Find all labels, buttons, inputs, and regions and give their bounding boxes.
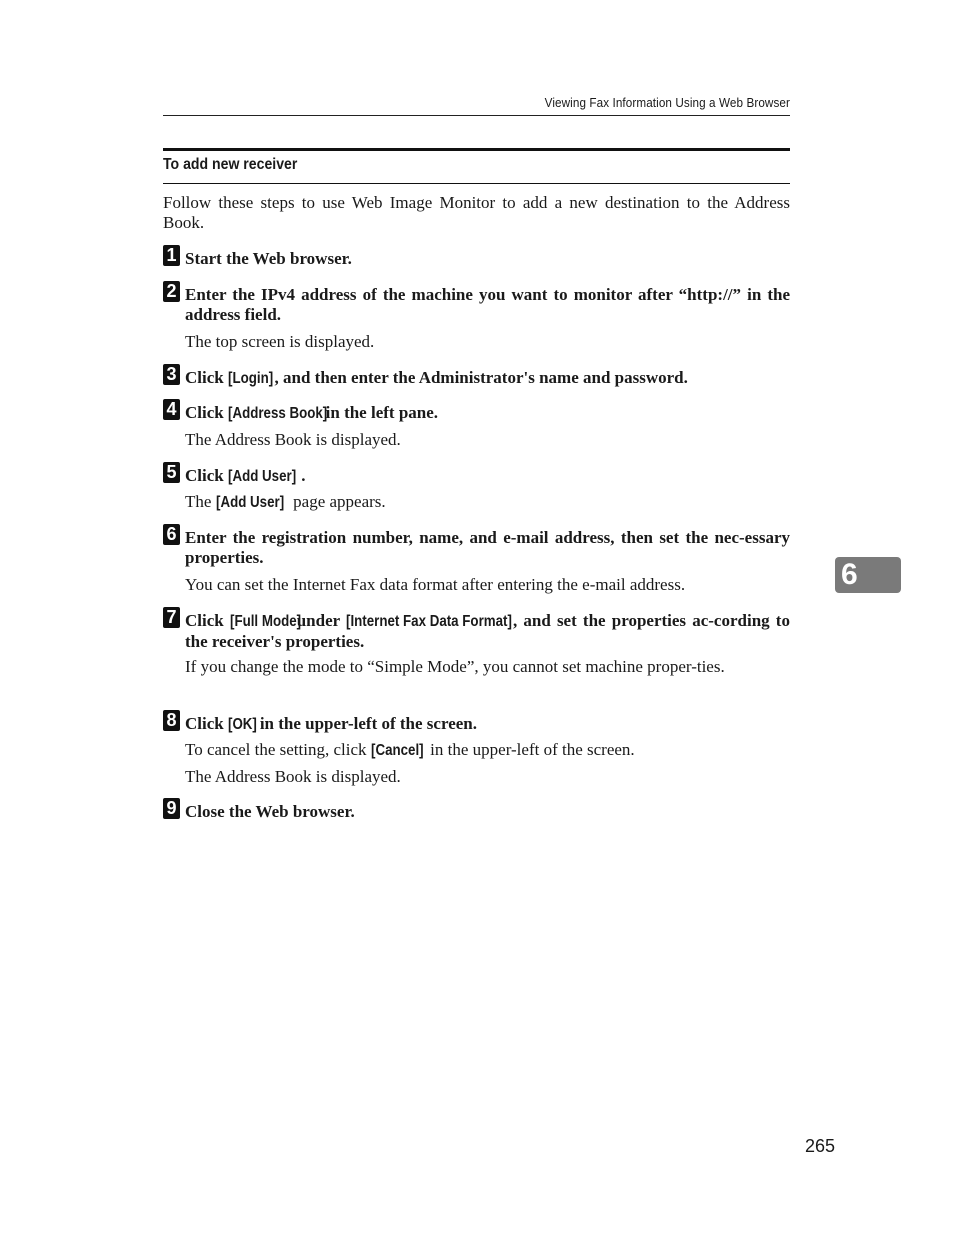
- step-2: [163, 281, 790, 325]
- step-8: [163, 710, 790, 735]
- ui-term-internet-fax-data-format: [Internet Fax Data Format]: [346, 613, 512, 630]
- note-prefix: To cancel the setting, click: [185, 740, 371, 759]
- step-1: [163, 245, 790, 269]
- step-text-suffix: .: [301, 466, 306, 485]
- note-suffix: in the upper-left of the screen.: [425, 740, 635, 759]
- step-text-suffix: , and set the properties ac-cording to the receiver's properties.: [185, 611, 790, 651]
- chapter-number: 6: [841, 558, 858, 591]
- step-3: [163, 364, 790, 389]
- step-instruction: [185, 364, 790, 389]
- ui-term-add-user: [Add User]: [215, 494, 284, 511]
- step-number-badge: 2: [163, 281, 180, 302]
- step-instruction: Enter the IPv4 address of the machine you want to monitor after “http://” in the address field.: [185, 285, 790, 324]
- step-note: [185, 740, 790, 761]
- step-text-prefix: Click: [185, 403, 228, 422]
- step-number-badge: 7: [163, 607, 180, 628]
- step-note: If you change the mode to “Simple Mode”, you cannot set machine proper-ties.: [185, 657, 725, 676]
- step-instruction: [185, 607, 790, 652]
- page-number: 265: [804, 1136, 835, 1156]
- step-5: [163, 462, 790, 487]
- step-number-badge: 5: [163, 462, 180, 483]
- step-6: [163, 524, 790, 568]
- step-4: [163, 399, 790, 424]
- step-text-prefix: Click: [185, 611, 230, 630]
- section-bottom-rule: [163, 183, 790, 184]
- step-instruction: Enter the registration number, name, and e-mail address, then set the nec-essary properties.: [185, 528, 790, 567]
- step-note-second: The Address Book is displayed.: [185, 767, 401, 786]
- step-instruction: Close the Web browser.: [185, 802, 355, 821]
- step-number-badge: 8: [163, 710, 180, 731]
- step-note: You can set the Internet Fax data format after entering the e-mail address.: [185, 575, 686, 594]
- running-header: Viewing Fax Information Using a Web Browser: [544, 95, 790, 110]
- step-text-middle: under: [290, 611, 347, 630]
- step-text-suffix: , and then enter the Administrator's name and password.: [274, 368, 688, 387]
- step-number-badge: 6: [163, 524, 180, 545]
- step-text-suffix: in the left pane.: [321, 403, 439, 422]
- ui-term-cancel: [Cancel]: [370, 742, 424, 759]
- header-rule: [163, 115, 790, 116]
- step-instruction: Start the Web browser.: [185, 249, 352, 268]
- step-note: The top screen is displayed.: [185, 332, 375, 351]
- step-instruction: [185, 710, 790, 735]
- note-prefix: The: [185, 492, 216, 511]
- step-instruction: [185, 462, 790, 487]
- step-note: The Address Book is displayed.: [185, 430, 401, 449]
- ui-term-add-user: [Add User]: [227, 468, 297, 485]
- step-text-prefix: Click: [185, 368, 228, 387]
- step-instruction: [185, 399, 790, 424]
- chapter-tab: [835, 557, 901, 593]
- section-title: To add new receiver: [163, 156, 298, 173]
- step-number-badge: 9: [163, 798, 180, 819]
- ui-term-full-mode: [Full Mode]: [229, 613, 301, 630]
- ui-term-address-book: [Address Book]: [227, 405, 328, 422]
- step-number-badge: 1: [163, 245, 180, 266]
- step-text-suffix: in the upper-left of the screen.: [255, 714, 477, 733]
- note-suffix: page appears.: [288, 492, 386, 511]
- ui-term-login: [Login]: [227, 370, 274, 387]
- intro-paragraph: Follow these steps to use Web Image Monitor to add a new destination to the Address Book.: [163, 193, 790, 232]
- step-text-prefix: Click: [185, 466, 228, 485]
- step-number-badge: 4: [163, 399, 180, 420]
- step-text-prefix: Click: [185, 714, 228, 733]
- section-top-rule: [163, 148, 790, 151]
- step-7: [163, 607, 790, 652]
- step-9: [163, 798, 790, 822]
- step-number-badge: 3: [163, 364, 180, 385]
- ui-term-ok: [OK]: [227, 716, 257, 733]
- step-note: [185, 492, 790, 513]
